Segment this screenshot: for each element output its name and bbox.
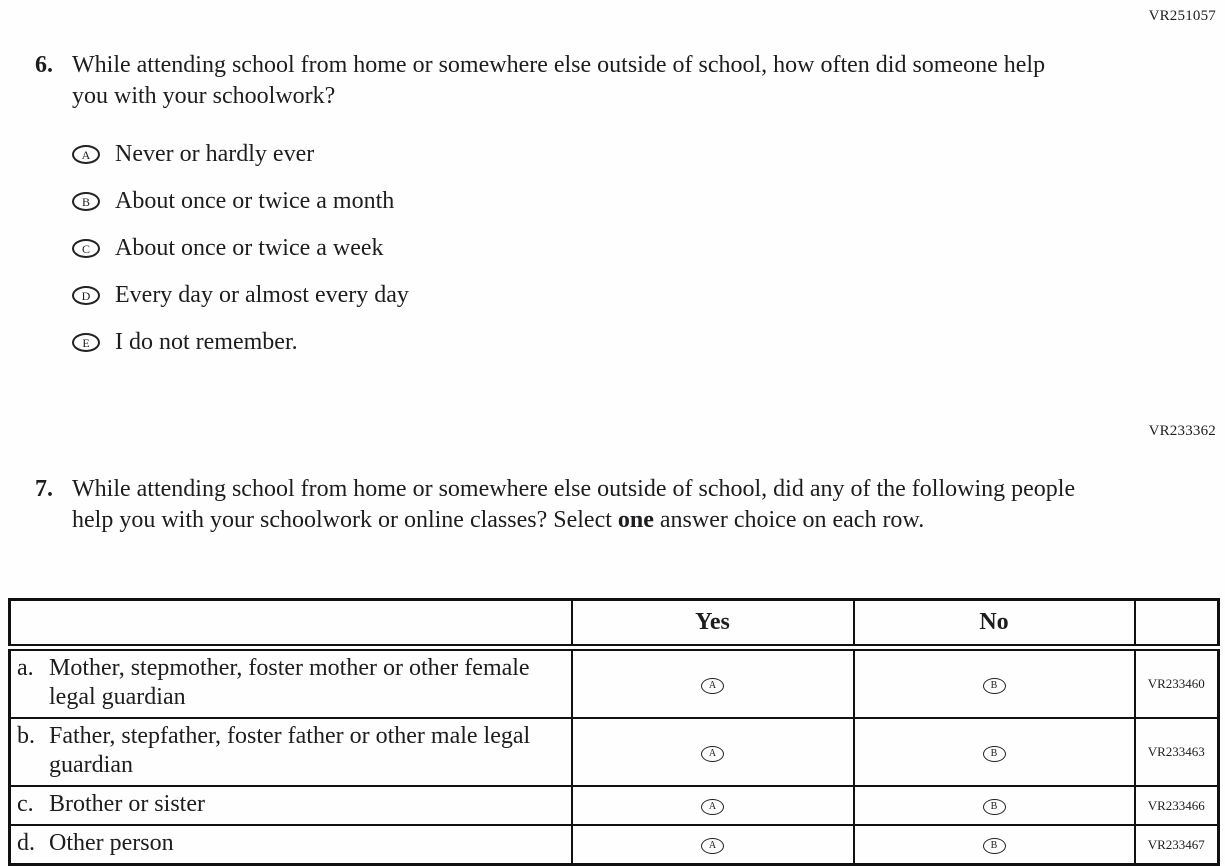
option-label-d: Every day or almost every day	[115, 282, 409, 308]
question-6	[35, 50, 1095, 112]
table-row-d	[10, 825, 1219, 865]
header-code-cell	[1135, 600, 1219, 648]
row-a-no-bubble[interactable]: B	[983, 678, 1006, 694]
row-d-no-bubble[interactable]: B	[983, 838, 1006, 854]
row-c-yes-bubble[interactable]: A	[701, 799, 724, 815]
table-header-row	[10, 600, 1219, 648]
row-b-no-cell	[854, 718, 1135, 786]
option-row-e	[72, 319, 409, 366]
option-row-a	[72, 131, 409, 178]
question-7-text-part1: While attending school from home or somewhere else outside of school, did any of the following people help you with your schoolwork or online classes? Select	[72, 476, 1076, 533]
row-b-yes-cell	[572, 718, 854, 786]
row-b-prefix: b.	[17, 723, 35, 749]
option-label-e: I do not remember.	[115, 329, 298, 355]
answer-bubble-c[interactable]: C	[72, 239, 100, 258]
row-c-code: VR233466	[1135, 786, 1219, 825]
question-6-number: 6.	[35, 52, 53, 78]
header-blank-cell	[10, 600, 572, 648]
option-row-b	[72, 178, 409, 225]
row-b-label: Father, stepfather, foster father or other male legal guardian	[49, 723, 531, 778]
row-a-no-cell	[854, 648, 1135, 719]
form-code-question-7: VR233362	[1148, 423, 1216, 439]
row-c-label: Brother or sister	[49, 791, 205, 817]
option-label-a: Never or hardly ever	[115, 141, 315, 167]
question-7-number: 7.	[35, 476, 53, 502]
question-6-text: While attending school from home or somewhere else outside of school, how often did someone help you with your schoolwork?	[72, 52, 1046, 109]
table-row-a	[10, 648, 1219, 719]
row-a-prefix: a.	[17, 655, 34, 681]
option-label-b: About once or twice a month	[115, 188, 395, 214]
question-7-text	[72, 474, 1084, 536]
row-d-code: VR233467	[1135, 825, 1219, 865]
row-c-yes-cell	[572, 786, 854, 825]
row-d-yes-cell	[572, 825, 854, 865]
table-row-b	[10, 718, 1219, 786]
row-d-no-cell	[854, 825, 1135, 865]
option-row-c	[72, 225, 409, 272]
row-a-yes-bubble[interactable]: A	[701, 678, 724, 694]
option-label-c: About once or twice a week	[115, 235, 384, 261]
row-d-label: Other person	[49, 830, 174, 856]
answer-bubble-b[interactable]: B	[72, 192, 100, 211]
row-a-code: VR233460	[1135, 648, 1219, 719]
question-7-text-part2: answer choice on each row.	[653, 507, 925, 533]
row-b-yes-bubble[interactable]: A	[701, 746, 724, 762]
header-no-cell: No	[854, 600, 1135, 648]
form-code-top: VR251057	[1148, 8, 1216, 24]
answer-bubble-e[interactable]: E	[72, 333, 100, 352]
row-b-no-bubble[interactable]: B	[983, 746, 1006, 762]
answer-bubble-d[interactable]: D	[72, 286, 100, 305]
row-d-yes-bubble[interactable]: A	[701, 838, 724, 854]
row-c-no-cell	[854, 786, 1135, 825]
row-d-label-cell	[10, 825, 572, 865]
answer-bubble-a[interactable]: A	[72, 145, 100, 164]
row-c-prefix: c.	[17, 791, 34, 817]
row-d-prefix: d.	[17, 830, 35, 856]
option-row-d	[72, 272, 409, 319]
question-7-answer-table	[8, 598, 1220, 866]
table-row-c	[10, 786, 1219, 825]
row-a-label-cell	[10, 648, 572, 719]
row-c-label-cell	[10, 786, 572, 825]
row-a-label: Mother, stepmother, foster mother or other female legal guardian	[49, 655, 530, 710]
row-c-no-bubble[interactable]: B	[983, 799, 1006, 815]
question-7-text-bold: one	[617, 507, 654, 533]
row-a-yes-cell	[572, 648, 854, 719]
header-yes-cell: Yes	[572, 600, 854, 648]
question-6-options	[72, 131, 409, 366]
question-7	[35, 474, 1095, 536]
row-b-label-cell	[10, 718, 572, 786]
row-b-code: VR233463	[1135, 718, 1219, 786]
